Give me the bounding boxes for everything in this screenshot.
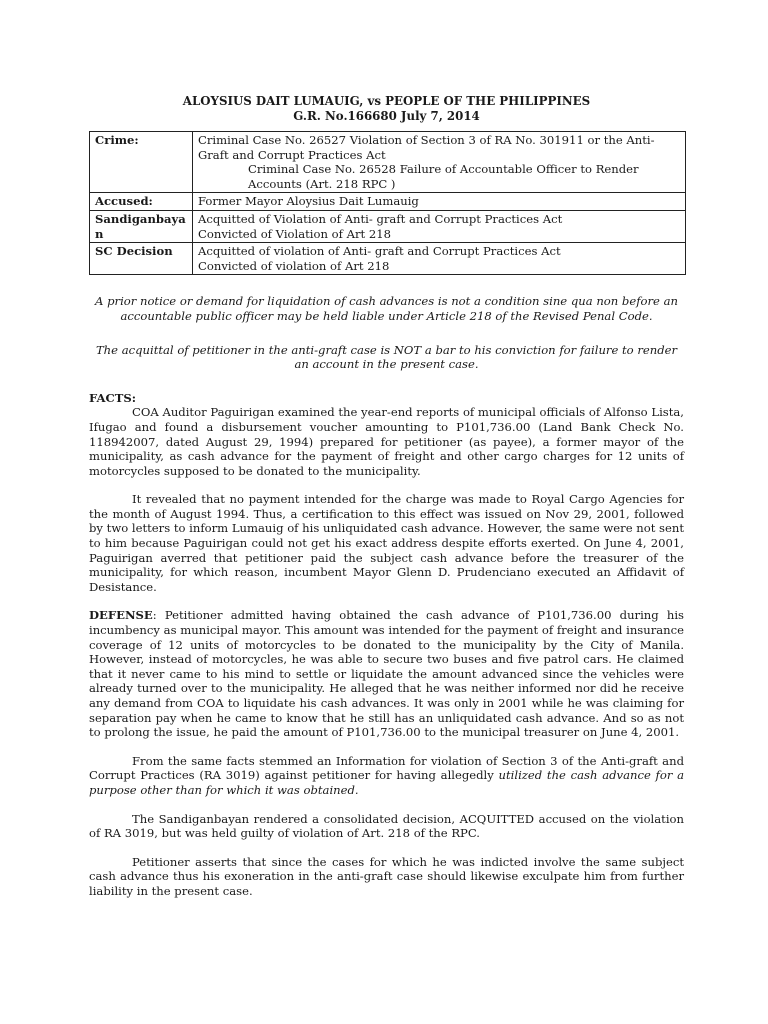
sc-decision-row (90, 243, 686, 275)
crime-line-2: Criminal Case No. 26528 Failure of Accountable Officer to Render Accounts (Art. 218 RPC ) (248, 162, 639, 191)
crime-label: Crime: (90, 132, 193, 193)
sandiganbayan-row (90, 210, 686, 242)
case-title: ALOYSIUS DAIT LUMAUIG, vs PEOPLE OF THE PHILIPPINES (182, 94, 591, 108)
accused-value: Former Mayor Aloysius Dait Lumauig (193, 193, 686, 211)
sc-decision-line-2: Convicted of violation of Art 218 (198, 258, 390, 273)
case-summary-table (89, 131, 686, 275)
crime-row (90, 132, 686, 193)
holding-1: A prior notice or demand for liquidation of cash advances is not a condition sine qua non before an accountable public officer may be held liable under Article 218 of the Revised Penal Code. (95, 294, 678, 323)
decision-paragraph: The Sandiganbayan rendered a consolidated decision, ACQUITTED accused on the violation of RA 3019, but was held guilty of violation of Art. 218 of the RPC. (89, 811, 684, 841)
defense-text: : Petitioner admitted having obtained the cash advance of P101,736.00 during his incumbency as municipal mayor. This amount was intended for the payment of freight and insurance coverage of 12 units of motorcycles to be donated to the municipality by the City of Manila. However, instead of motorcycles, he was able to secure two buses and five patrol cars. He claimed that it never came to his mind to settle or liquidate the amount advanced since the vehicles were already turned over to the municipality. He alleged that he was neither informed nor did he receive any demand from COA to liquidate his cash advances. It was only in 2001 while he was claiming for separation pay when he came to know that he still has an unliquidated cash advance. And so as not to prolong the issue, he paid the amount of P101,736.00 to the municipal treasurer on June 4, 2001. (89, 608, 684, 740)
facts-section (89, 391, 684, 595)
holding-2: The acquittal of petitioner in the anti-graft case is NOT a bar to his conviction for failure to render an account in the present case. (95, 342, 678, 372)
sandiganbayan-line-2: Convicted of Violation of Art 218 (198, 226, 391, 241)
case-number: G.R. No.166680 July 7, 2014 (293, 109, 480, 123)
defense-section (89, 608, 684, 739)
crime-line-1: Criminal Case No. 26527 Violation of Section 3 of RA No. 301911 or the Anti-Graft and Corrupt Practices Act (198, 133, 655, 162)
sc-decision-label: SC Decision (90, 243, 193, 275)
defense-heading: DEFENSE (89, 608, 153, 623)
information-paragraph (89, 754, 684, 798)
assertion-paragraph: Petitioner asserts that since the cases for which he was indicted involve the same subject cash advance thus his exoneration in the anti-graft case should likewise exculpate him from further liability in the present case. (89, 854, 684, 898)
accused-row (90, 193, 686, 211)
facts-paragraph-2: It revealed that no payment intended for the charge was made to Royal Cargo Agencies for the month of August 1994. Thus, a certification to this effect was issued on Nov 29, 2001, followed by two letters to inform Lumauig of his unliquidated cash advance. However, the same were not sent to him because Paguirigan could not get his exact address despite efforts exerted. On June 4, 2001, Paguirigan averred that petitioner paid the subject cash advance before the treasurer of the municipality, for which reason, incumbent Mayor Glenn D. Prudenciano executed an Affidavit of Desistance. (89, 492, 684, 594)
facts-heading: FACTS: (89, 390, 137, 405)
sc-decision-value (193, 243, 686, 275)
information-text: From the same facts stemmed an Information for violation of Section 3 of the Anti-graft and Corrupt Practices (RA 3019) against petitioner for having allegedly (89, 753, 684, 783)
information-emphasis: utilized the cash advance for a purpose other than for which it was obtained. (89, 768, 685, 797)
sandiganbayan-value (193, 210, 686, 242)
sandiganbayan-line-1: Acquitted of Violation of Anti- graft and Corrupt Practices Act (198, 211, 563, 226)
crime-value (193, 132, 686, 193)
facts-paragraph-1: COA Auditor Paguirigan examined the year-end reports of municipal officials of Alfonso Lista, Ifugao and found a disbursement voucher amounting to P101,736.00 (Land Bank Check No. 118942007, dated August 29, 1994) prepared for petitioner (as payee), a former mayor of the municipality, as cash advance for the payment of freight and other cargo charges for 12 units of motorcycles supposed to be donated to the municipality. (89, 405, 684, 478)
defense-paragraph (89, 608, 684, 739)
sandiganbayan-label: Sandiganbayan (90, 210, 193, 242)
sc-decision-line-1: Acquitted of violation of Anti- graft and Corrupt Practices Act (198, 244, 561, 259)
accused-label: Accused: (90, 193, 193, 211)
